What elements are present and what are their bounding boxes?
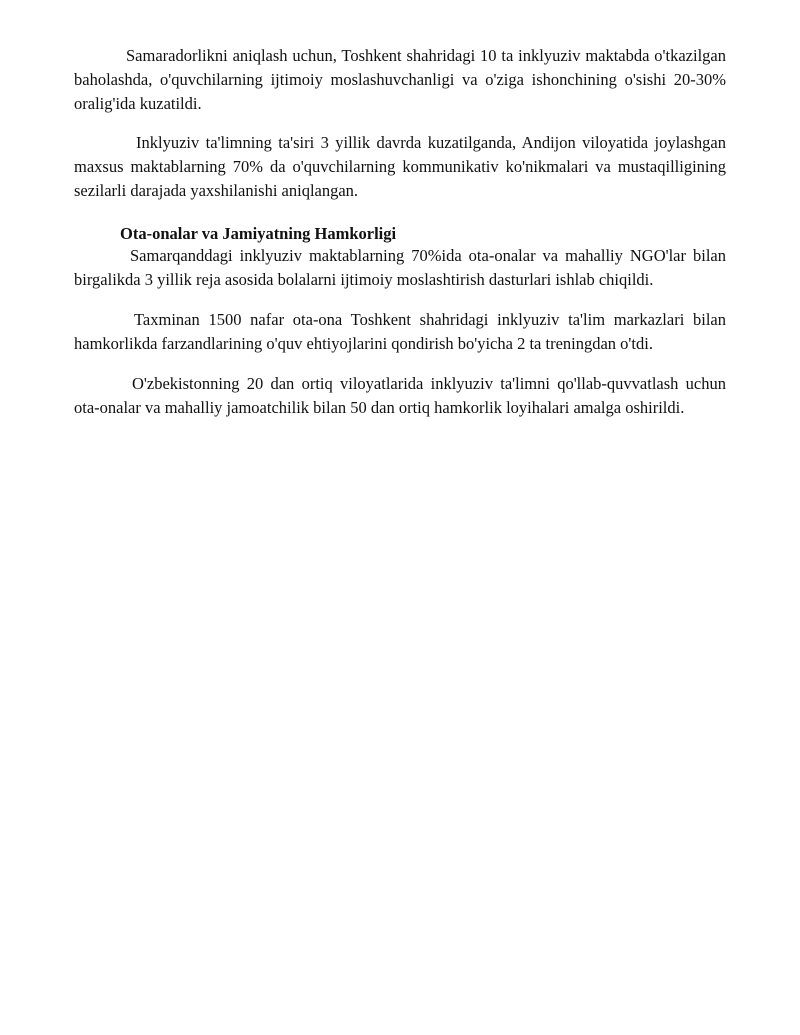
paragraph-parents-training: Taxminan 1500 nafar ota-ona Toshkent shahridagi inklyuziv ta'lim markazlari bilan hamkorlikda farzandlarining o'quv ehtiyojlarini qondirish bo'yicha 2 ta treningdan o'tdi. <box>74 310 726 353</box>
paragraph-projects: O'zbekistonning 20 dan ortiq viloyatlarida inklyuziv ta'limni qo'llab-quvvatlash uchun ota-onalar va mahalliy jamoatchilik bilan 50 dan ortiq hamkorlik loyihalari amalga oshirildi. <box>74 374 726 417</box>
paragraph-samarkand: Samarqanddagi inklyuziv maktablarning 70%ida ota-onalar va mahalliy NGO'lar bilan birgalikda 3 yillik reja asosida bolalarni ijtimoiy moslashtirish dasturlari ishlab chiqildi. <box>74 246 726 289</box>
document-page <box>74 44 726 420</box>
paragraph-impact: Inklyuziv ta'limning ta'siri 3 yillik davrda kuzatilganda, Andijon viloyatida joylashgan maxsus maktablarning 70% da o'quvchilarning kommunikativ ko'nikmalari va mustaqilligining sezilarli darajada yaxshilanishi aniqlangan. <box>74 133 726 200</box>
section-heading: Ota-onalar va Jamiyatning Hamkorligi <box>120 224 397 243</box>
paragraph-effectiveness: Samaradorlikni aniqlash uchun, Toshkent shahridagi 10 ta inklyuziv maktabda o'tkazilgan baholashda, o'quvchilarning ijtimoiy moslashuvchanligi va o'ziga ishonchining o'sishi 20-30% oralig'ida kuzatildi. <box>74 46 726 113</box>
